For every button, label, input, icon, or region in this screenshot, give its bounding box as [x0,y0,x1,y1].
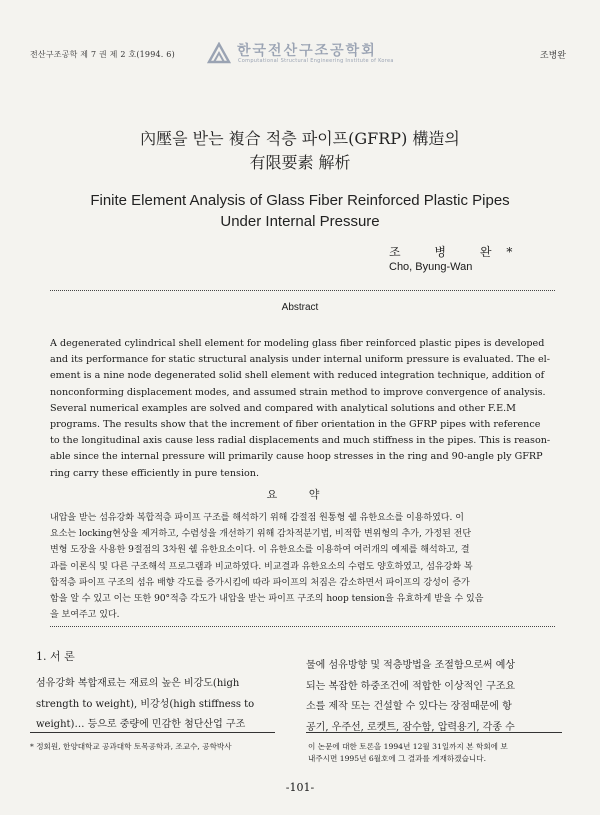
body-line: 물에 섬유방향 및 적층방법을 조절함으로써 예상 [306,660,516,671]
abstract-line: ement is a nine node degenerated solid shell element with reduced integration technique, addition of [50,370,545,382]
abstract-line: and its performance for static structural analysis under internal uniform pressure is evaluated. The el- [50,354,550,366]
body-line: 소를 제작 또는 건설할 수 있다는 장점때문에 항 [306,701,512,712]
notice-line: 이 논문에 대한 토론을 1994년 12월 31일까지 본 학회에 보 [308,742,508,751]
abstract-line: ring carry these efficiently in pure tension. [50,467,260,479]
abstract-line: programs. The results show that the increment of fiber orientation in the GFRP pipes with reference [50,418,541,430]
running-author: 조병완 [539,51,566,61]
society-emblem-icon [207,42,231,64]
divider-bottom [50,626,555,627]
korean-abstract-line: 을 보여주고 있다. [50,610,120,621]
divider-top [50,290,555,291]
korean-abstract-heading: 요 약 [266,488,334,501]
korean-abstract-line: 변형 도장을 사용한 9절점의 3차원 쉘 유한요소이다. 이 유한요소를 이용하여 여러개의 예제를 해석하고, 결 [50,545,470,556]
body-line: weight)… 등으로 중량에 민감한 첨단산업 구조 [36,719,246,730]
abstract-body [50,336,555,482]
english-title-line-1: Finite Element Analysis of Glass Fiber Reinforced Plastic Pipes [90,192,510,209]
author-affiliation-footnote: * 정회원, 한양대학교 공과대학 토목공학과, 조교수, 공학박사 [30,742,232,751]
section-heading: 1. 서 론 [36,650,75,663]
english-title-line-2: Under Internal Pressure [220,213,380,230]
korean-abstract-line: 함을 알 수 있고 이는 또한 90°적층 각도가 내압을 받는 파이프 구조의 hoop tension을 유효하게 받을 수 있음 [50,593,484,604]
footnote-rule-left [30,732,275,733]
notice-line: 내주시면 1995년 6월호에 그 결과를 게재하겠습니다. [308,754,487,763]
korean-title-line-1: 內壓을 받는 複合 적층 파이프(GFRP) 構造의 [140,129,460,148]
author-korean: 조 병 완* [389,245,528,259]
abstract-line: to the longitudinal axis cause less radial displacements and much stiffness in the pipes. This is reason- [50,435,551,447]
abstract-line: A degenerated cylindrical shell element for modeling glass fiber reinforced plastic pipes is developed [50,338,545,349]
body-line: 섬유강화 복합재료는 재료의 높은 비강도(high [36,678,240,689]
society-subtitle: Computational Structural Engineering Institute of Korea [238,58,394,64]
body-line: strength to weight), 비강성(high stiffness to [36,698,255,710]
body-line: 공기, 우주선, 로켓트, 잠수함, 압력용기, 각종 수 [306,721,515,733]
author-english: Cho, Byung-Wan [389,261,473,273]
abstract-heading: Abstract [281,302,319,313]
korean-abstract-body [50,510,555,623]
abstract-line: Several numerical examples are solved and compared with analytical solutions and other F.E.M [50,402,516,414]
discussion-notice [308,741,560,765]
korean-abstract-line: 내압을 받는 섬유강화 복합적층 파이프 구조를 해석하기 위해 감절점 원통형 쉘 유한요소를 이용하였다. 이 [50,513,464,523]
society-name: 한국전산구조공학회 [237,43,377,59]
korean-abstract-line: 과를 이론식 및 다른 구조해석 프로그램과 비교하였다. 비교결과 유한요소의 수렴도 양호하였고, 섬유강화 복 [50,561,473,572]
body-line: 되는 복잡한 하중조건에 적합한 이상적인 구조요 [306,680,516,692]
society-logo [207,41,407,67]
abstract-line: able since the internal pressure will primarily cause hoop stresses in the ring and 90-angle ply GFRP [50,451,543,463]
abstract-line: nonconforming displacement modes, and assumed strain method to improve convergence of analysis. [50,386,546,398]
korean-abstract-line: 요소는 locking현상을 제거하고, 수렴성을 개선하기 위해 감차적분기법, 비적합 변위형의 추가, 가정된 전단 [50,529,472,540]
body-column-right [306,656,562,738]
page-number: -101- [285,781,315,794]
korean-title-line-2: 有限要素 解析 [249,153,351,172]
footnote-rule-right [306,732,562,733]
body-column-left [36,674,276,736]
journal-citation: 전산구조공학 제 7 권 제 2 호(1994. 6) [30,50,175,59]
korean-abstract-line: 합적층 파이프 구조의 섬유 배향 각도를 증가시킴에 따라 파이프의 처짐은 감소하면서 파이프의 강성이 증가 [50,577,470,588]
